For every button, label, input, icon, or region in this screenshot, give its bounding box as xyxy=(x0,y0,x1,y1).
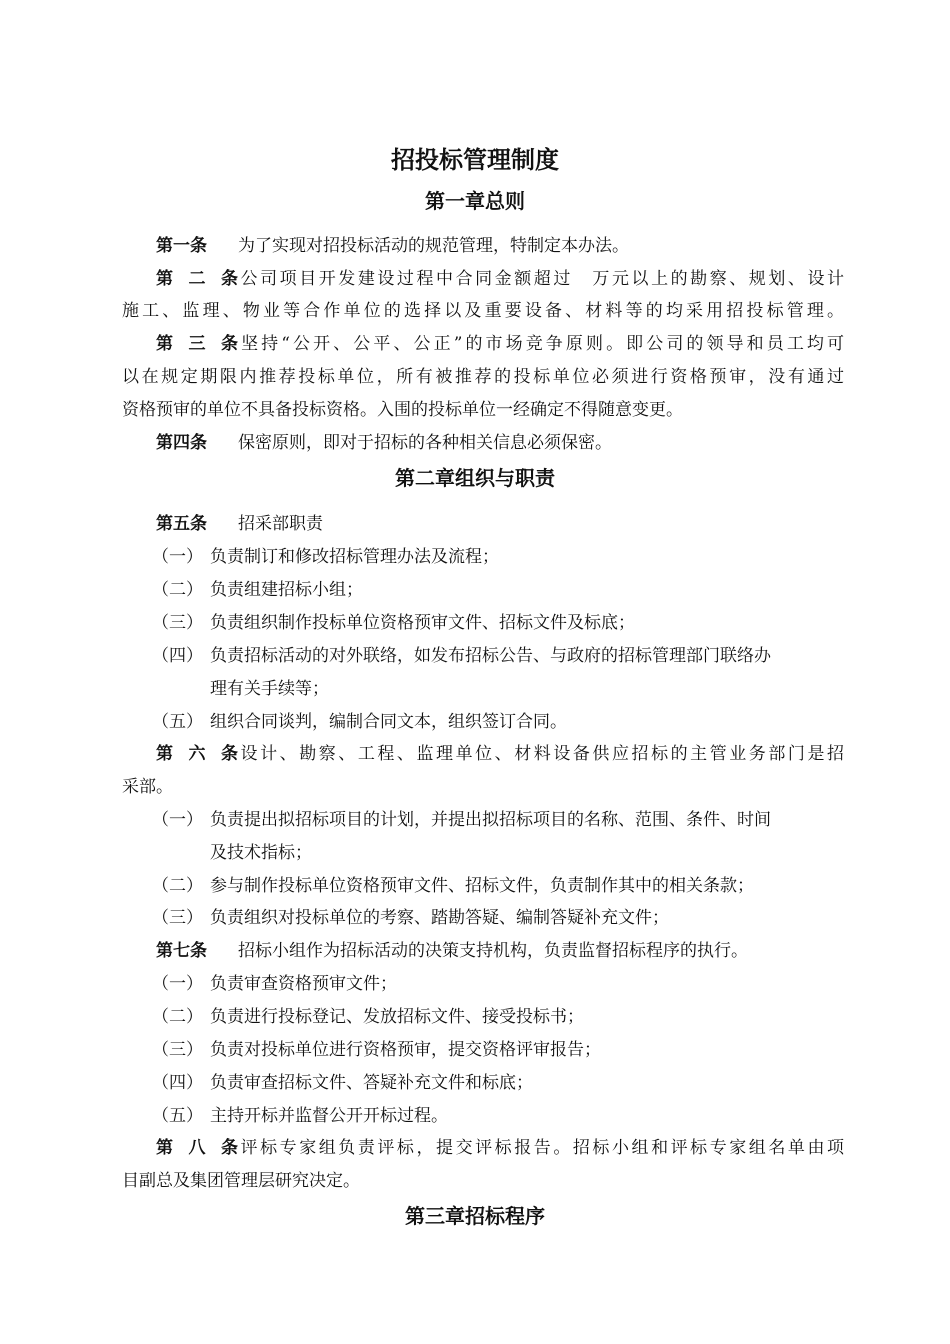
article-4 xyxy=(156,431,612,455)
list-item xyxy=(152,972,397,996)
article-text: 公司项目开发建设过程中合同金额超过 万元以上的勘察、规划、设计 xyxy=(238,269,844,289)
list-item xyxy=(152,644,771,668)
list-item-text: 负责组建招标小组； xyxy=(210,580,363,600)
list-item-number: （一） xyxy=(152,547,203,567)
list-item-number: （五） xyxy=(152,712,203,732)
list-item xyxy=(152,906,669,930)
list-item-number: （五） xyxy=(152,1106,203,1126)
article-label: 第四条 xyxy=(156,433,207,453)
article-3-continuation: 以在规定期限内推荐投标单位，所有被推荐的投标单位必须进行资格预审，没有通过 xyxy=(122,367,844,387)
article-3-continuation: 资格预审的单位不具备投标资格。入围的投标单位一经确定不得随意变更。 xyxy=(122,400,683,420)
list-item-text: 负责组织制作投标单位资格预审文件、招标文件及标底； xyxy=(210,613,635,633)
list-item-number: （二） xyxy=(152,876,203,896)
list-item xyxy=(152,808,771,832)
article-2 xyxy=(156,267,844,291)
chapter-1-heading: 第一章总则 xyxy=(425,189,525,213)
list-item-continuation: 及技术指标； xyxy=(210,843,312,863)
article-7 xyxy=(156,939,748,963)
article-label: 第七条 xyxy=(156,941,207,961)
article-text: 保密原则，即对于招标的各种相关信息必须保密。 xyxy=(238,433,612,453)
list-item-text: 负责审查招标文件、答疑补充文件和标底； xyxy=(210,1073,533,1093)
article-text: 坚持“公开、公平、公正”的市场竞争原则。即公司的领导和员工均可 xyxy=(238,334,844,354)
list-item-number: （一） xyxy=(152,974,203,994)
list-item xyxy=(152,1104,448,1128)
list-item xyxy=(152,710,567,734)
document-title: 招投标管理制度 xyxy=(391,145,559,174)
article-text: 招标小组作为招标活动的决策支持机构，负责监督招标程序的执行。 xyxy=(238,941,748,961)
list-item-number: （二） xyxy=(152,1007,203,1027)
list-item-text: 参与制作投标单位资格预审文件、招标文件，负责制作其中的相关条款； xyxy=(210,876,754,896)
list-item-text: 负责进行投标登记、发放招标文件、接受投标书； xyxy=(210,1007,584,1027)
article-5 xyxy=(156,512,323,536)
article-label: 第八条 xyxy=(156,1138,238,1158)
article-label: 第三条 xyxy=(156,334,238,354)
chapter-2-heading: 第二章组织与职责 xyxy=(395,466,555,490)
list-item-continuation: 理有关手续等； xyxy=(210,679,329,699)
list-item xyxy=(152,874,754,898)
article-label: 第二条 xyxy=(156,269,238,289)
article-3 xyxy=(156,332,844,356)
article-6-continuation: 采部。 xyxy=(122,777,173,797)
list-item-number: （二） xyxy=(152,580,203,600)
article-label: 第六条 xyxy=(156,744,238,764)
article-label: 第五条 xyxy=(156,514,207,534)
list-item-text: 负责组织对投标单位的考察、踏勘答疑、编制答疑补充文件； xyxy=(210,908,669,928)
list-item xyxy=(152,611,635,635)
list-item-text: 组织合同谈判，编制合同文本，组织签订合同。 xyxy=(210,712,567,732)
list-item xyxy=(152,1038,601,1062)
article-text: 招采部职责 xyxy=(238,514,323,534)
list-item-text: 负责提出拟招标项目的计划，并提出拟招标项目的名称、范围、条件、时间 xyxy=(210,810,771,830)
list-item-number: （三） xyxy=(152,908,203,928)
list-item xyxy=(152,1071,533,1095)
article-text: 为了实现对招投标活动的规范管理，特制定本办法。 xyxy=(238,236,629,256)
list-item xyxy=(152,578,363,602)
list-item-text: 负责审查资格预审文件； xyxy=(210,974,397,994)
article-8-continuation: 目副总及集团管理层研究决定。 xyxy=(122,1171,360,1191)
list-item-text: 主持开标并监督公开开标过程。 xyxy=(210,1106,448,1126)
article-label: 第一条 xyxy=(156,236,207,256)
list-item-text: 负责制订和修改招标管理办法及流程； xyxy=(210,547,499,567)
list-item-text: 负责对投标单位进行资格预审，提交资格评审报告； xyxy=(210,1040,601,1060)
list-item xyxy=(152,545,499,569)
list-item-number: （一） xyxy=(152,810,203,830)
list-item xyxy=(152,1005,584,1029)
article-text: 评标专家组负责评标，提交评标报告。招标小组和评标专家组名单由项 xyxy=(238,1138,844,1158)
article-2-continuation: 施工、监理、物业等合作单位的选择以及重要设备、材料等的均采用招投标管理。 xyxy=(122,301,844,321)
list-item-number: （三） xyxy=(152,1040,203,1060)
article-6 xyxy=(156,742,844,766)
chapter-3-heading: 第三章招标程序 xyxy=(405,1204,545,1228)
list-item-number: （四） xyxy=(152,646,203,666)
list-item-text: 负责招标活动的对外联络，如发布招标公告、与政府的招标管理部门联络办 xyxy=(210,646,771,666)
article-text: 设计、勘察、工程、监理单位、材料设备供应招标的主管业务部门是招 xyxy=(238,744,844,764)
article-8 xyxy=(156,1136,844,1160)
list-item-number: （三） xyxy=(152,613,203,633)
list-item-number: （四） xyxy=(152,1073,203,1093)
article-1 xyxy=(156,234,629,258)
